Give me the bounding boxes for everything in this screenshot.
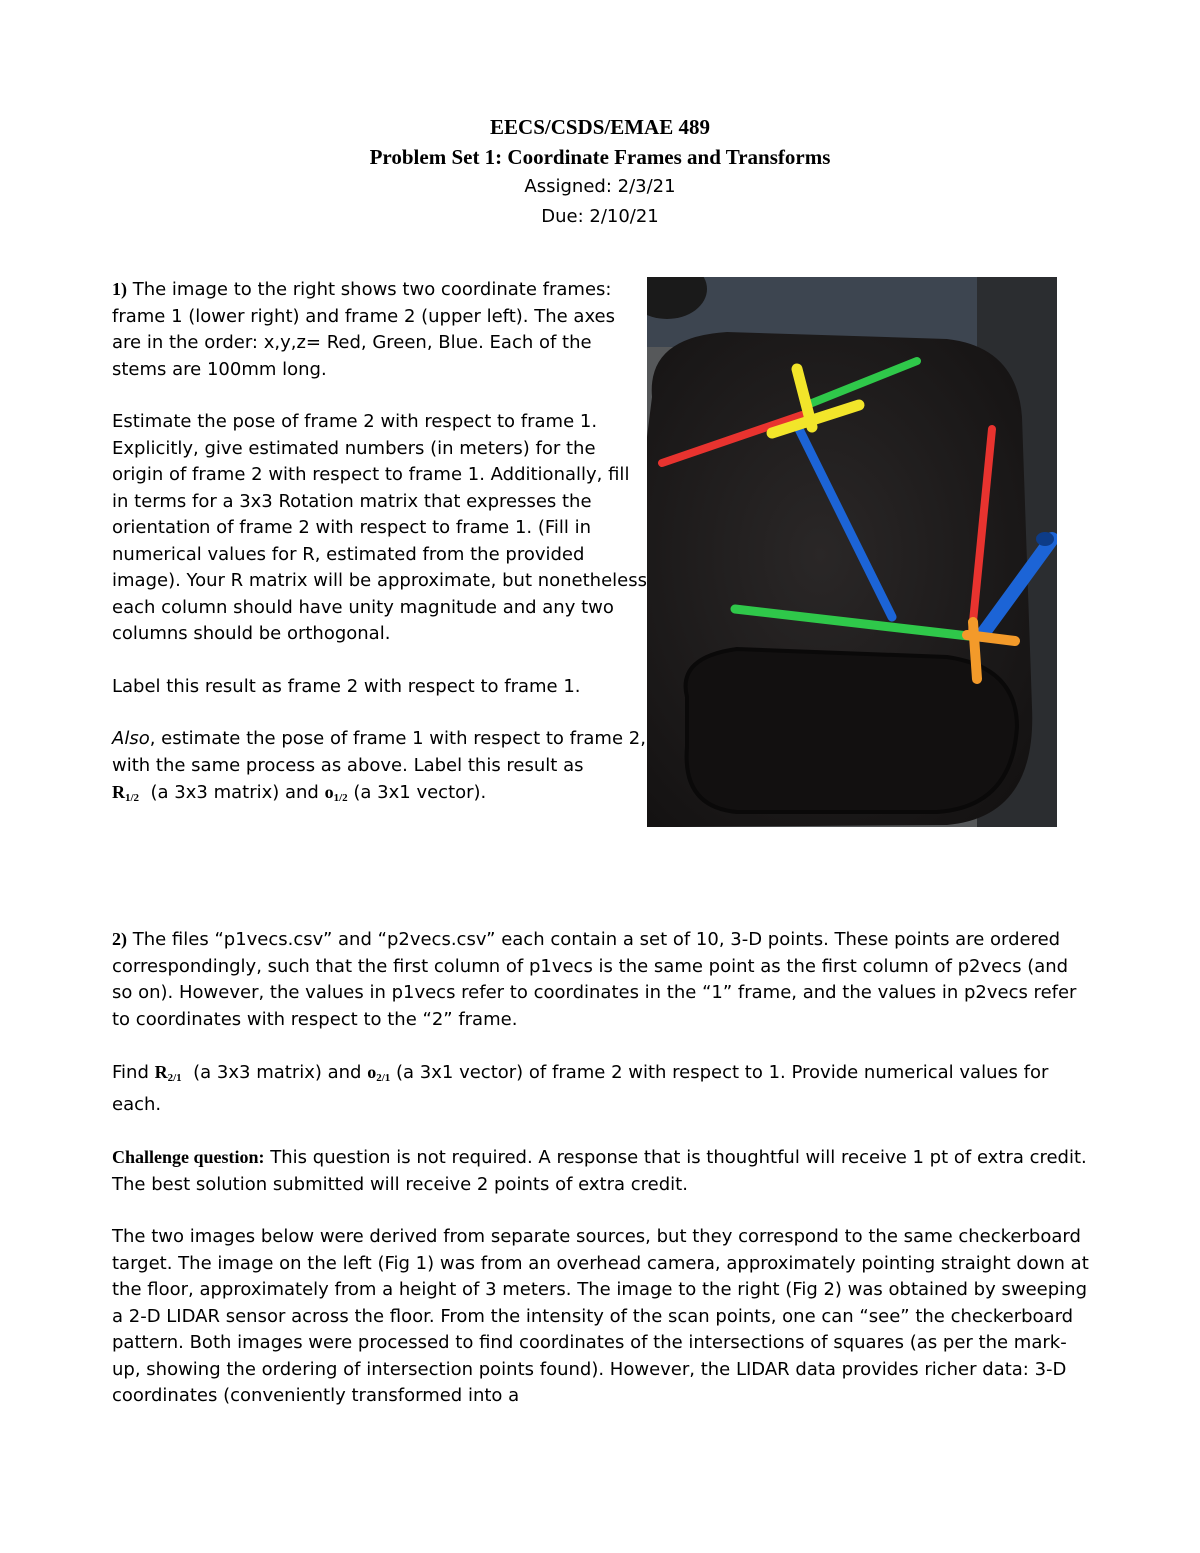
challenge-text: This question is not required. A response that is thoughtful will receive 1 pt of extra credit. The best solution submitted will receive 2 points of extra credit. <box>112 1147 1087 1195</box>
q2-find: Find <box>112 1062 149 1083</box>
o21-sub: 2/1 <box>376 1072 391 1084</box>
o12-text: (a 3x1 vector). <box>353 782 487 803</box>
challenge-para1 <box>112 1144 1092 1198</box>
question-2 <box>112 926 1092 1410</box>
assigned-date: Assigned: 2/3/21 <box>524 176 676 197</box>
q1-para1 <box>112 276 647 383</box>
o12-label: o <box>324 782 334 802</box>
q1-para4 <box>112 726 647 812</box>
q1-number: 1) <box>112 279 127 299</box>
r12-sub: 1/2 <box>125 792 140 804</box>
challenge-label: Challenge question: <box>112 1147 265 1167</box>
document-header <box>0 112 1200 232</box>
question-1 <box>112 276 647 812</box>
o12-sub: 1/2 <box>333 792 348 804</box>
q1-para2: Estimate the pose of frame 2 with respect to frame 1. Explicitly, give estimated numbers (in meters) for the origin of frame 2 with respect to frame 1. Additionally, fill in terms for a 3x3 Rotation matrix that expresses the orientation of frame 2 with respect to frame 1. (Fill in numerical values for R, estimated from the provided image). Your R matrix will be approximate, but nonetheless each column should have unity magnitude and any two columns should be orthogonal. <box>112 411 647 644</box>
q2-para1-text: The files “p1vecs.csv” and “p2vecs.csv” each contain a set of 10, 3-D points. These points are ordered correspondingly, such that the first column of p1vecs is the same point as the first column of p2vecs (and so on). However, the values in p1vecs refer to coordinates in the “1” frame, and the values in p2vecs refer to coordinates with respect to the “2” frame. <box>112 929 1077 1030</box>
q1-para3: Label this result as frame 2 with respect to frame 1. <box>112 675 581 697</box>
r12-label: R <box>112 782 125 802</box>
course-title: EECS/CSDS/EMAE 489 <box>490 115 710 139</box>
q1-para1-text: The image to the right shows two coordinate frames: frame 1 (lower right) and frame 2 (upper left). The axes are in the order: x,y,z= Red, Green, Blue. Each of the stems are 100mm long. <box>112 279 615 380</box>
q2-number: 2) <box>112 929 127 949</box>
o21-text: (a 3x1 vector) of frame 2 with respect to 1. Provide numerical values for each. <box>112 1062 1049 1115</box>
q2-para1 <box>112 926 1092 1033</box>
o21-label: o <box>367 1062 377 1082</box>
q1-para4-text: , estimate the pose of frame 1 with respect to frame 2, with the same process as above. Label this result as <box>112 728 646 776</box>
r21-sub: 2/1 <box>167 1072 182 1084</box>
r12-text: (a 3x3 matrix) and <box>150 782 319 803</box>
problem-set-title: Problem Set 1: Coordinate Frames and Transforms <box>369 145 831 169</box>
q2-para2 <box>112 1059 1092 1118</box>
q1-also: Also <box>112 728 150 749</box>
challenge-para2: The two images below were derived from separate sources, but they correspond to the same checkerboard target. The image on the left (Fig 1) was from an overhead camera, approximately pointing straight down at the floor, approximately from a height of 3 meters. The image to the right (Fig 2) was obtained by sweeping a 2-D LIDAR sensor across the floor. From the intensity of the scan points, one can “see” the checkerboard pattern. Both images were processed to find coordinates of the intersections of squares (as per the mark-up, showing the ordering of intersection points found). However, the LIDAR data provides richer data: 3-D coordinates (conveniently transformed into a <box>112 1226 1089 1406</box>
r21-label: R <box>154 1062 168 1082</box>
due-date: Due: 2/10/21 <box>541 206 659 227</box>
coordinate-frames-photo <box>647 277 1057 827</box>
r21-text: (a 3x3 matrix) and <box>193 1062 362 1083</box>
